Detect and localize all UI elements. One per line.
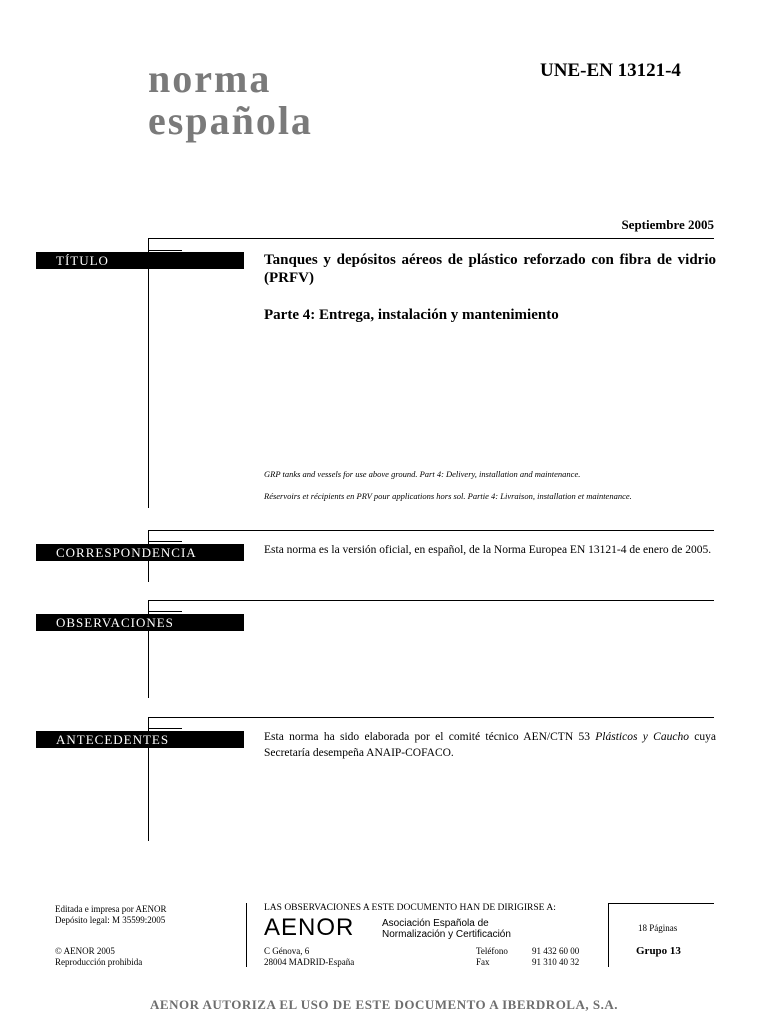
copyright: © AENOR 2005 xyxy=(55,946,115,956)
standard-code: UNE-EN 13121-4 xyxy=(540,60,681,81)
correspondencia-text: Esta norma es la versión oficial, en español, de la Norma Europea EN 13121-4 de enero de 2005. xyxy=(264,544,712,556)
section-tick xyxy=(148,541,182,542)
label-titulo: TÍTULO xyxy=(36,252,244,269)
observations-notice: LAS OBSERVACIONES A ESTE DOCUMENTO HAN DE DIRIGIRSE A: xyxy=(264,903,556,913)
antecedentes-text xyxy=(264,729,716,761)
title-french: Réservoirs et récipients en PRV pour applications hors sol. Partie 4: Livraison, installation et maintenance. xyxy=(264,491,632,501)
org-address xyxy=(264,946,354,968)
title-english: GRP tanks and vessels for use above ground. Part 4: Delivery, installation and maintenance. xyxy=(264,469,581,479)
label-observaciones: OBSERVACIONES xyxy=(36,614,244,631)
publication-date: Septiembre 2005 xyxy=(621,217,714,232)
footer-edition-info xyxy=(55,904,166,926)
fax-label: Fax xyxy=(476,957,490,967)
section-divider-correspondencia xyxy=(148,530,714,531)
section-tick xyxy=(148,728,182,729)
footer-divider-left xyxy=(246,903,247,967)
section-tick xyxy=(148,250,182,251)
footer-top-rule xyxy=(608,903,714,904)
brand-line-2: española xyxy=(148,98,313,143)
footer-copyright-info xyxy=(55,946,142,968)
price-group: Grupo 13 xyxy=(636,945,681,957)
org-name xyxy=(382,918,511,940)
label-antecedentes: ANTECEDENTES xyxy=(36,731,244,748)
authorization-notice: AENOR AUTORIZA EL USO DE ESTE DOCUMENTO A IBERDROLA, S.A. xyxy=(150,997,618,1012)
legal-deposit: Depósito legal: M 35599:2005 xyxy=(55,915,166,925)
brand-line-1: norma xyxy=(148,56,272,101)
address-line-1: C Génova, 6 xyxy=(264,946,310,956)
edited-by: Editada e impresa por AENOR xyxy=(55,904,167,914)
fax-value: 91 310 40 32 xyxy=(532,957,580,967)
org-name-line-2: Normalización y Certificación xyxy=(382,929,511,940)
contact-labels xyxy=(476,946,508,968)
reproduction-notice: Reproducción prohibida xyxy=(55,957,143,967)
section-tick xyxy=(148,611,182,612)
antecedentes-text-part2: cuya Secretaría desempeña ANAIP-COFACO. xyxy=(264,731,716,759)
label-correspondencia: CORRESPONDENCIA xyxy=(36,544,244,561)
phone-label: Teléfono xyxy=(476,946,508,956)
phone-value: 91 432 60 00 xyxy=(532,946,580,956)
page-count: 18 Páginas xyxy=(638,923,678,933)
brand-title xyxy=(148,58,313,142)
main-title: Tanques y depósitos aéreos de plástico reforzado con fibra de vidrio (PRFV) xyxy=(264,252,716,286)
antecedentes-text-part1: Esta norma ha sido elaborada por el comité técnico AEN/CTN 53 xyxy=(264,731,596,743)
footer-divider-right xyxy=(608,903,609,967)
section-divider-observaciones xyxy=(148,600,714,601)
aenor-logo: AENOR xyxy=(264,914,355,941)
address-line-2: 28004 MADRID-España xyxy=(264,957,355,967)
part-title: Parte 4: Entrega, instalación y mantenimiento xyxy=(264,307,559,323)
antecedentes-committee-name: Plásticos y Caucho xyxy=(595,731,689,743)
org-name-line-1: Asociación Española de xyxy=(382,918,489,929)
section-divider-antecedentes xyxy=(148,717,714,718)
section-vline-titulo xyxy=(148,238,149,508)
contact-values xyxy=(532,946,579,968)
section-divider-titulo xyxy=(148,238,714,239)
